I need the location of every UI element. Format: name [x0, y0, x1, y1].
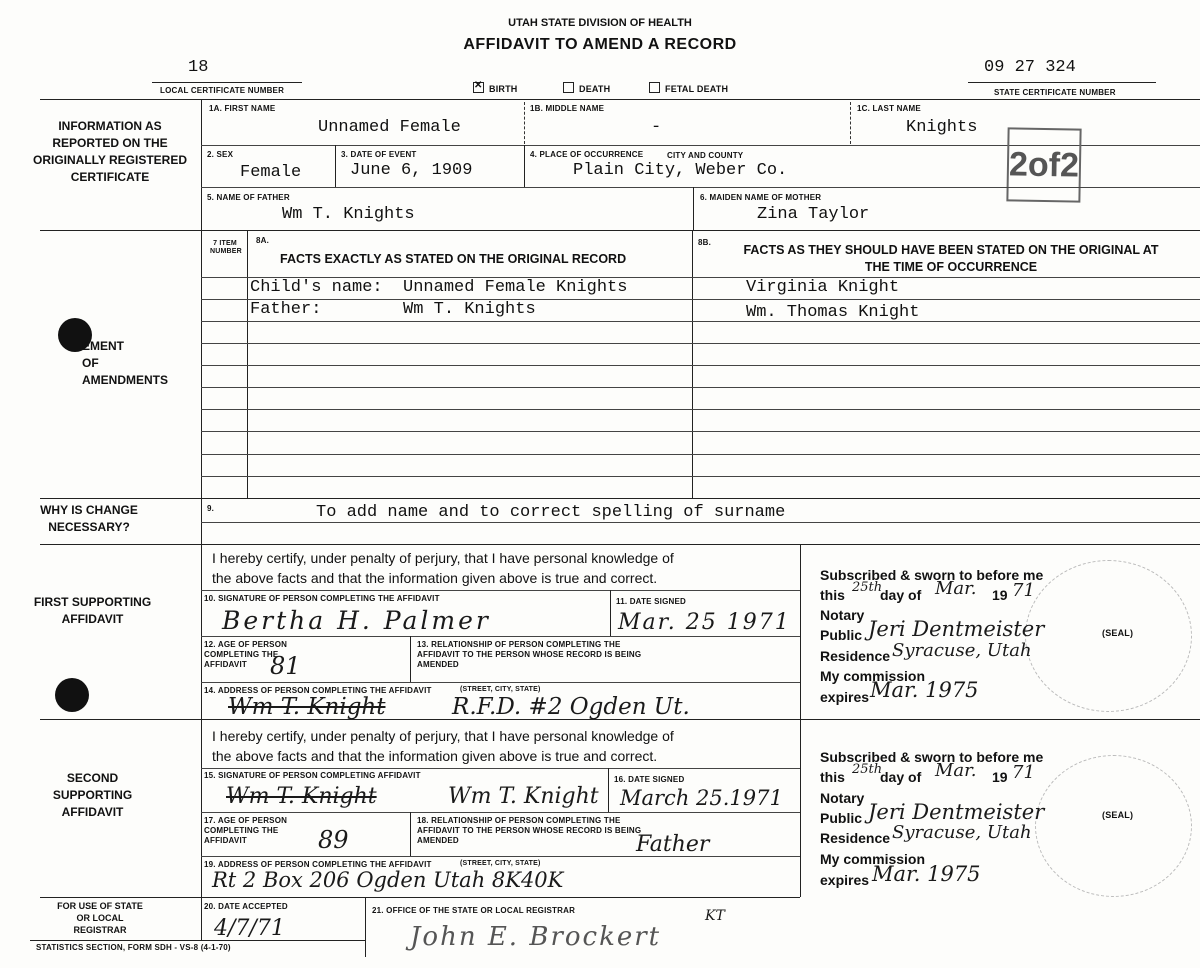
first-addr-sublabel: (STREET, CITY, STATE): [460, 686, 541, 693]
first-name-label: 1A. FIRST NAME: [209, 104, 276, 113]
second-commission-label: My commission: [820, 851, 926, 867]
date-label: 3. DATE OF EVENT: [341, 150, 417, 159]
local-cert-label: LOCAL CERTIFICATE NUMBER: [160, 86, 285, 95]
birth-label: BIRTH: [489, 84, 518, 94]
section-label-info: INFORMATION AS REPORTED ON THE ORIGINALLY REGISTERED CERTIFICATE: [32, 119, 188, 184]
second-signature-struck: Wm T. Knight: [226, 784, 377, 809]
second-signature: Wm T. Knight: [448, 784, 599, 809]
section-label-second: SECOND SUPPORTING AFFIDAVIT: [52, 771, 133, 819]
section-label-statement: EMENT OF AMENDMENTS: [82, 339, 168, 387]
page-stamp: 2of2: [1006, 127, 1081, 202]
mother-value: Zina Taylor: [757, 205, 870, 224]
second-certify-line1: I hereby certify, under penalty of perjury, that I have personal knowledge of: [212, 728, 674, 744]
why-text: To add name and to correct spelling of surname: [316, 503, 786, 522]
first-addr-label: 14. ADDRESS OF PERSON COMPLETING THE AFFIDAVIT: [204, 686, 432, 695]
first-notary-dayof: day of: [880, 587, 922, 603]
second-expires-label: expires: [820, 872, 870, 888]
first-notary-label: Notary: [820, 607, 865, 623]
first-signature: Bertha H. Palmer: [222, 606, 491, 635]
col-a-header: FACTS EXACTLY AS STATED ON THE ORIGINAL RECORD: [280, 252, 627, 266]
death-checkbox[interactable]: [563, 82, 574, 93]
first-rel-label: 13. RELATIONSHIP OF PERSON COMPLETING THE AFFIDAVIT TO THE PERSON WHOSE RECORD IS BEING AMENDED: [417, 640, 642, 669]
item-number-label: 7 ITEM NUMBER: [210, 240, 242, 255]
first-notary-month: Mar.: [935, 578, 977, 599]
record-type-birth[interactable]: [473, 82, 518, 94]
first-notary-seal-label: (SEAL): [1102, 628, 1134, 638]
second-rel-label: 18. RELATIONSHIP OF PERSON COMPLETING THE AFFIDAVIT TO THE PERSON WHOSE RECORD IS BEING AMENDED: [417, 816, 642, 845]
second-sig-label: 15. SIGNATURE OF PERSON COMPLETING AFFIDAVIT: [204, 771, 421, 780]
sex-value: Female: [240, 163, 302, 182]
date-value: June 6, 1909: [350, 161, 473, 180]
second-date: March 25.1971: [620, 786, 783, 810]
first-date-label: 11. DATE SIGNED: [616, 597, 686, 606]
last-name-label: 1C. LAST NAME: [857, 104, 921, 113]
amend-row-1-original: Child's name: Unnamed Female Knights: [250, 278, 628, 297]
first-residence: Syracuse, Utah: [892, 640, 1032, 661]
first-notary-name: Jeri Dentmeister: [868, 617, 1045, 641]
record-type-fetal-death[interactable]: [649, 82, 728, 94]
second-notary-name: Jeri Dentmeister: [868, 800, 1045, 824]
second-expires: Mar. 1975: [872, 862, 981, 886]
first-address: R.F.D. #2 Ogden Ut.: [452, 694, 690, 720]
second-notary-seal-label: (SEAL): [1102, 810, 1134, 820]
second-notary-label: Notary: [820, 790, 865, 806]
second-age: 89: [318, 826, 349, 854]
first-address-struck: Wm T. Knight: [228, 694, 386, 720]
second-date-label: 16. DATE SIGNED: [614, 775, 685, 784]
state-cert-number: 09 27 324: [984, 58, 1076, 77]
second-residence-label: Residence: [820, 830, 891, 846]
first-notary-this: this: [820, 587, 845, 603]
form-id: STATISTICS SECTION, FORM SDH - VS-8 (4-1-70): [36, 943, 231, 952]
second-addr-label: 19. ADDRESS OF PERSON COMPLETING THE AFFIDAVIT: [204, 860, 432, 869]
second-address: Rt 2 Box 206 Ogden Utah 8K40K: [212, 868, 564, 892]
accepted-label: 20. DATE ACCEPTED: [204, 902, 288, 911]
section-label-first: FIRST SUPPORTING AFFIDAVIT: [33, 595, 152, 626]
second-addr-sublabel: (STREET, CITY, STATE): [460, 860, 541, 867]
second-notary-subscribed: Subscribed & sworn to before me: [820, 749, 1044, 765]
first-expires-label: expires: [820, 689, 870, 705]
notary-seal-2: [1035, 755, 1192, 897]
agency-name: UTAH STATE DIVISION OF HEALTH: [508, 17, 692, 29]
second-residence: Syracuse, Utah: [892, 822, 1032, 843]
state-cert-label: STATE CERTIFICATE NUMBER: [994, 88, 1116, 97]
place-value: Plain City, Weber Co.: [573, 161, 788, 180]
second-age-label: 17. AGE OF PERSON COMPLETING THE AFFIDAVIT: [204, 816, 288, 845]
father-label: 5. NAME OF FATHER: [207, 193, 290, 202]
first-certify-line2: the above facts and that the information given above is true and correct.: [212, 570, 658, 586]
place-label: 4. PLACE OF OCCURRENCE: [530, 150, 644, 159]
first-residence-label: Residence: [820, 648, 891, 664]
registrar-signature: John E. Brockert: [410, 922, 662, 952]
second-notary-dayof: day of: [880, 769, 922, 785]
second-notary-month: Mar.: [935, 760, 977, 781]
record-type-death[interactable]: [563, 82, 610, 94]
second-notary-year: 71: [1012, 762, 1035, 783]
first-sig-label: 10. SIGNATURE OF PERSON COMPLETING THE AFFIDAVIT: [204, 594, 440, 603]
second-certify-line2: the above facts and that the information given above is true and correct.: [212, 748, 658, 764]
punch-hole-bottom: [55, 678, 89, 712]
amend-row-1-corrected: Virginia Knight: [746, 278, 900, 297]
why-num: 9.: [207, 504, 215, 513]
first-notary-year: 71: [1012, 580, 1035, 601]
form-title: AFFIDAVIT TO AMEND A RECORD: [463, 36, 737, 53]
death-label: DEATH: [579, 84, 611, 94]
section-label-why: WHY IS CHANGE NECESSARY?: [40, 503, 138, 534]
accepted-date: 4/7/71: [214, 916, 285, 941]
birth-checkbox[interactable]: [473, 82, 484, 93]
first-notary-subscribed: Subscribed & sworn to before me: [820, 567, 1044, 583]
section-label-state-use: FOR USE OF STATE OR LOCAL REGISTRAR: [57, 901, 143, 935]
fetal-death-checkbox[interactable]: [649, 82, 660, 93]
fetal-death-label: FETAL DEATH: [665, 84, 729, 94]
middle-name-value: -: [651, 118, 662, 137]
first-certify-line1: I hereby certify, under penalty of perjury, that I have personal knowledge of: [212, 550, 674, 566]
second-notary-year-prefix: 19: [992, 769, 1008, 785]
first-public-label: Public: [820, 627, 863, 643]
place-sublabel: CITY AND COUNTY: [667, 151, 744, 160]
amend-row-2-original: Father: Wm T. Knights: [250, 300, 536, 319]
first-date: Mar. 25 1971: [618, 610, 791, 635]
second-notary-this: this: [820, 769, 845, 785]
col-b-num: 8B.: [698, 238, 712, 247]
first-notary-year-prefix: 19: [992, 587, 1008, 603]
first-age-label: 12. AGE OF PERSON COMPLETING THE AFFIDAVIT: [204, 640, 288, 669]
registrar-initials: KT: [705, 908, 725, 924]
second-notary-day: 25th: [852, 762, 883, 777]
local-cert-number: 18: [188, 58, 209, 77]
first-age: 81: [270, 652, 301, 680]
first-name-value: Unnamed Female: [318, 118, 461, 137]
col-b-header: FACTS AS THEY SHOULD HAVE BEEN STATED ON THE ORIGINAL AT THE TIME OF OCCURRENCE: [743, 243, 1159, 274]
first-notary-day: 25th: [852, 580, 883, 595]
second-public-label: Public: [820, 810, 863, 826]
col-a-num: 8A.: [256, 236, 270, 245]
mother-label: 6. MAIDEN NAME OF MOTHER: [700, 193, 822, 202]
first-expires: Mar. 1975: [870, 678, 979, 702]
middle-name-label: 1B. MIDDLE NAME: [530, 104, 605, 113]
father-value: Wm T. Knights: [282, 205, 415, 224]
office-label: 21. OFFICE OF THE STATE OR LOCAL REGISTRAR: [372, 906, 576, 915]
second-relationship: Father: [636, 832, 710, 857]
sex-label: 2. SEX: [207, 150, 234, 159]
last-name-value: Knights: [906, 118, 978, 137]
amend-row-2-corrected: Wm. Thomas Knight: [746, 303, 920, 322]
first-commission-label: My commission: [820, 668, 926, 684]
